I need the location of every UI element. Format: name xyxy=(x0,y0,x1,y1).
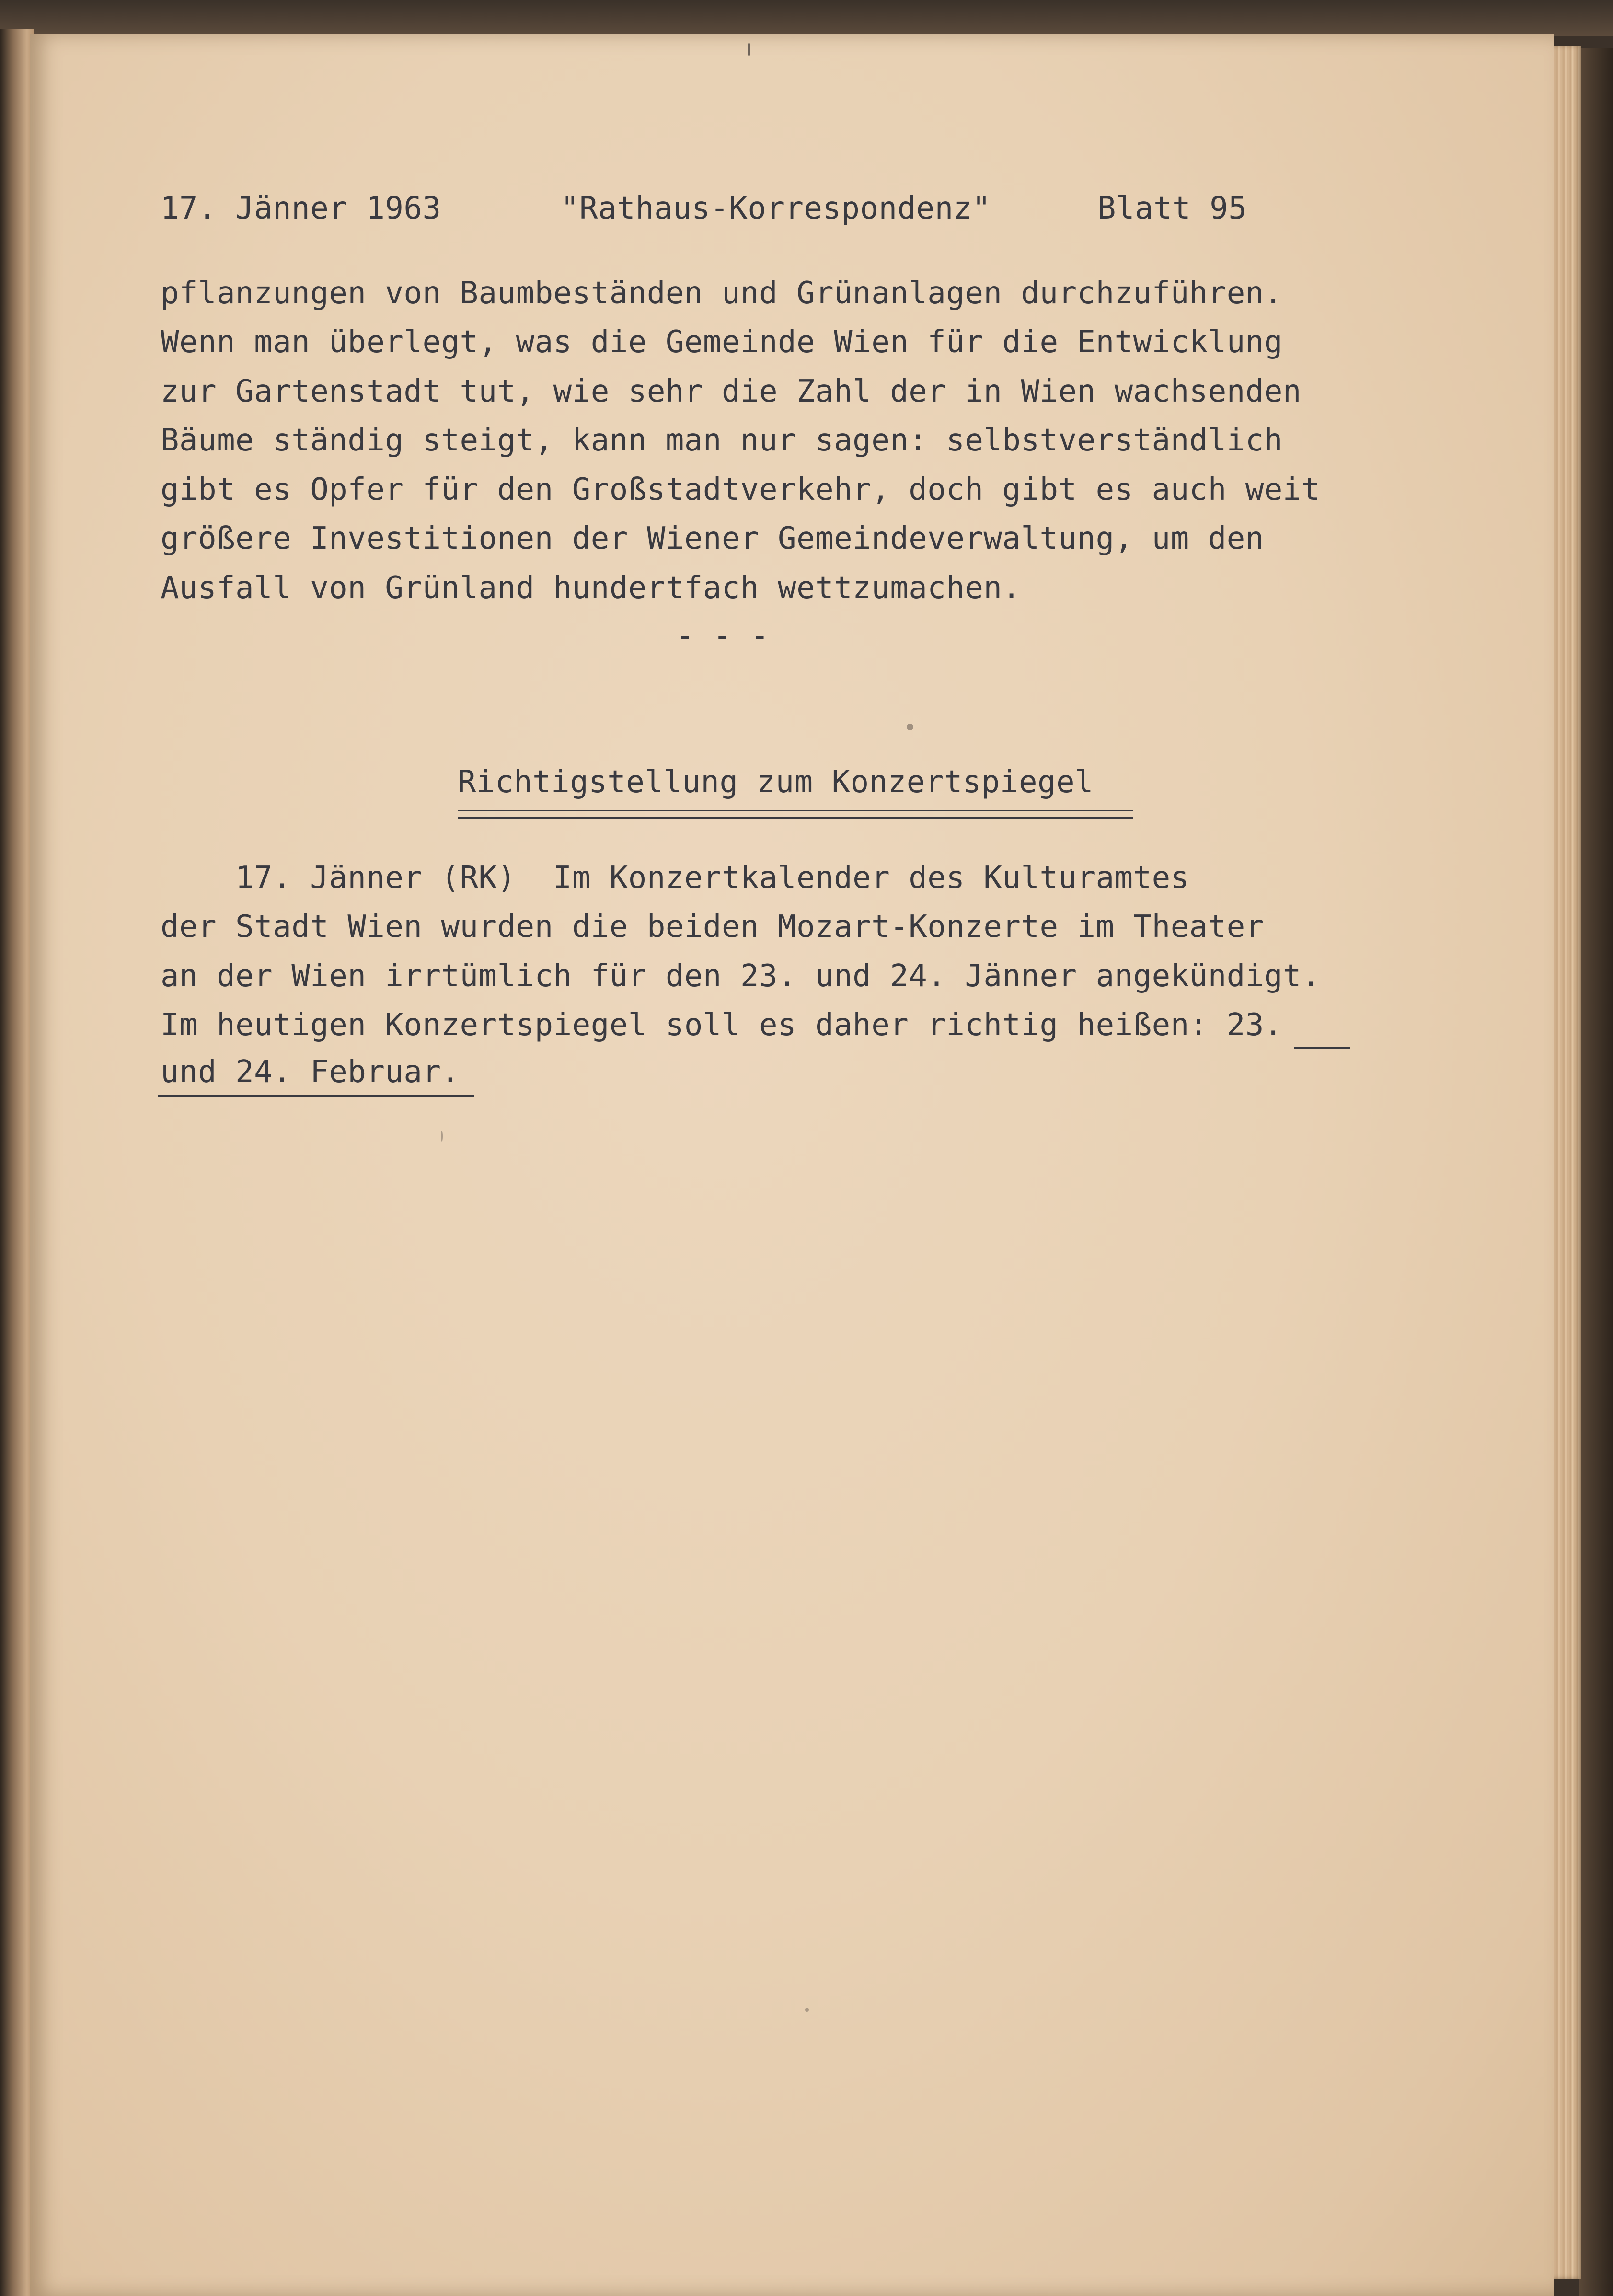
right-background xyxy=(1579,48,1613,2296)
paragraph-line: pflanzungen von Baumbeständen und Grünanlagen durchzuführen. xyxy=(161,276,1283,311)
paper-mark xyxy=(441,1131,443,1142)
section-line: 17. Jänner (RK) Im Konzertkalender des Kulturamtes xyxy=(161,860,1189,896)
header-sheet-number: Blatt 95 xyxy=(1097,191,1247,226)
header-title: "Rathaus-Korrespondenz" xyxy=(561,191,991,226)
section-line: an der Wien irrtümlich für den 23. und 24. Jänner angekündigt. xyxy=(161,958,1320,994)
paragraph-line: größere Investitionen der Wiener Gemeindeverwaltung, um den xyxy=(161,521,1264,556)
date-underline xyxy=(158,1095,474,1097)
heading-double-underline xyxy=(458,810,1133,819)
binding-edge xyxy=(0,29,34,2296)
paper-mark xyxy=(805,2008,809,2012)
section-line: Im heutigen Konzertspiegel soll es daher richtig heißen: 23. xyxy=(161,1007,1283,1043)
top-background xyxy=(0,0,1613,36)
section-line: und 24. Februar. xyxy=(161,1054,460,1090)
paragraph-line: zur Gartenstadt tut, wie sehr die Zahl der in Wien wachsenden xyxy=(161,374,1302,409)
section-heading: Richtigstellung zum Konzertspiegel xyxy=(458,764,1094,800)
paragraph-line: Wenn man überlegt, was die Gemeinde Wien für die Entwicklung xyxy=(161,324,1283,360)
header-date: 17. Jänner 1963 xyxy=(161,191,441,226)
paragraph-line: Bäume ständig steigt, kann man nur sagen: selbstverständlich xyxy=(161,423,1283,458)
date-underline xyxy=(1294,1047,1350,1049)
paragraph-line: gibt es Opfer für den Großstadtverkehr, doch gibt es auch weit xyxy=(161,472,1320,508)
paper-mark xyxy=(748,43,750,56)
document-page xyxy=(30,34,1554,2296)
section-line: der Stadt Wien wurden die beiden Mozart-Konzerte im Theater xyxy=(161,909,1264,945)
paragraph-line: Ausfall von Grünland hundertfach wettzumachen. xyxy=(161,570,1021,606)
paper-mark xyxy=(907,724,913,730)
section-separator: - - - xyxy=(676,618,770,654)
